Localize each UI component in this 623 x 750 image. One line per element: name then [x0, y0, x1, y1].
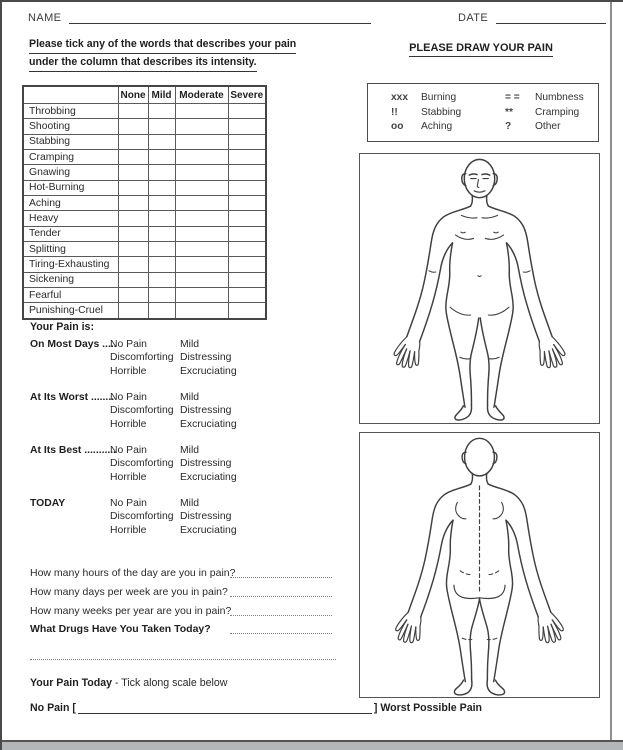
- descriptor-label: Hot-Burning: [23, 180, 118, 195]
- tick-cell-severe[interactable]: [228, 104, 266, 119]
- legend-symbol: oo: [391, 121, 404, 132]
- table-row: [23, 180, 266, 195]
- tick-cell-severe[interactable]: [228, 196, 266, 211]
- column-header-mild: Mild: [148, 86, 175, 104]
- page-bottom-strip: [2, 740, 623, 750]
- tick-cell-none[interactable]: [118, 196, 148, 211]
- descriptor-label: Shooting: [23, 119, 118, 134]
- descriptor-label: Heavy: [23, 211, 118, 226]
- pain-is-group: [30, 338, 330, 382]
- pain-is-group-label: At Its Worst ........: [30, 392, 115, 403]
- tick-cell-moderate[interactable]: [175, 226, 228, 241]
- instructions-text: [29, 36, 296, 72]
- pain-intensity-option[interactable]: Mild: [180, 445, 200, 456]
- question-text: How many days per week are you in pain?: [30, 586, 228, 598]
- pain-intensity-option[interactable]: No Pain: [110, 339, 147, 350]
- tick-cell-moderate[interactable]: [175, 257, 228, 272]
- tick-cell-none[interactable]: [118, 134, 148, 149]
- tick-cell-moderate[interactable]: [175, 288, 228, 303]
- pain-intensity-option[interactable]: Distressing: [180, 458, 232, 470]
- tick-cell-moderate[interactable]: [175, 242, 228, 257]
- tick-cell-none[interactable]: [118, 257, 148, 272]
- tick-cell-mild[interactable]: [148, 104, 175, 119]
- descriptor-label: Splitting: [23, 242, 118, 257]
- table-row: [23, 288, 266, 303]
- separator-dotted-line[interactable]: [30, 652, 336, 660]
- pain-is-options-col1: [110, 391, 174, 431]
- pain-intensity-option[interactable]: No Pain: [110, 445, 147, 456]
- tick-cell-mild[interactable]: [148, 272, 175, 287]
- tick-cell-moderate[interactable]: [175, 165, 228, 180]
- pain-scale: [30, 702, 482, 714]
- descriptor-label: Cramping: [23, 150, 118, 165]
- tick-cell-mild[interactable]: [148, 303, 175, 319]
- pain-intensity-option[interactable]: Excruciating: [180, 365, 237, 377]
- descriptor-label: Stabbing: [23, 134, 118, 149]
- table-row: [23, 257, 266, 272]
- column-header-none: None: [118, 86, 148, 104]
- tick-cell-severe[interactable]: [228, 242, 266, 257]
- back-body-figure-icon: [360, 433, 599, 697]
- pain-is-group: [30, 391, 330, 435]
- pain-intensity-option[interactable]: Distressing: [180, 511, 232, 523]
- question-row: [30, 605, 340, 619]
- tick-cell-none[interactable]: [118, 165, 148, 180]
- tick-cell-mild[interactable]: [148, 134, 175, 149]
- legend-label: Numbness: [535, 92, 584, 103]
- tick-cell-severe[interactable]: [228, 180, 266, 195]
- table-row: [23, 226, 266, 241]
- tick-cell-mild[interactable]: [148, 150, 175, 165]
- descriptor-label: Fearful: [23, 288, 118, 303]
- legend-symbol: = =: [505, 92, 520, 103]
- pain-intensity-option[interactable]: Excruciating: [180, 524, 237, 536]
- question-text: What Drugs Have You Taken Today?: [30, 623, 211, 635]
- tick-cell-moderate[interactable]: [175, 150, 228, 165]
- pain-intensity-option[interactable]: Distressing: [180, 352, 232, 364]
- tick-cell-severe[interactable]: [228, 119, 266, 134]
- question-row: [30, 586, 340, 600]
- tick-cell-severe[interactable]: [228, 211, 266, 226]
- tick-cell-mild[interactable]: [148, 196, 175, 211]
- legend-symbol: !!: [391, 106, 398, 118]
- tick-cell-severe[interactable]: [228, 150, 266, 165]
- tick-cell-none[interactable]: [118, 288, 148, 303]
- tick-cell-moderate[interactable]: [175, 211, 228, 226]
- answer-dotted-line[interactable]: [230, 589, 332, 597]
- pain-is-options-col1: [110, 497, 174, 537]
- pain-intensity-option[interactable]: Excruciating: [180, 471, 237, 483]
- pain-is-group-label: On Most Days .....: [30, 339, 117, 350]
- pain-is-group-label: At Its Best ...........: [30, 445, 117, 456]
- pain-intensity-option[interactable]: Discomforting: [110, 405, 174, 417]
- legend-label: Burning: [421, 92, 457, 103]
- table-row: [23, 303, 266, 319]
- date-input-line[interactable]: [496, 11, 606, 24]
- column-header-severe: Severe: [228, 86, 266, 104]
- pain-intensity-option[interactable]: Discomforting: [110, 511, 174, 523]
- pain-is-options-col2: [180, 338, 237, 378]
- tick-cell-severe[interactable]: [228, 134, 266, 149]
- front-body-figure-icon: [360, 154, 599, 423]
- pain-table-corner-cell: [23, 86, 118, 104]
- question-text: How many weeks per year are you in pain?: [30, 605, 232, 617]
- legend-label: Stabbing: [421, 106, 462, 118]
- instructions-line-2: under the column that describes its intensity.: [29, 54, 257, 72]
- pain-intensity-option[interactable]: Horrible: [110, 365, 147, 377]
- tick-cell-severe[interactable]: [228, 303, 266, 319]
- date-label: DATE: [458, 12, 489, 24]
- descriptor-label: Tender: [23, 226, 118, 241]
- tick-cell-mild[interactable]: [148, 211, 175, 226]
- legend-symbol: xxx: [391, 92, 408, 103]
- pain-is-group: [30, 444, 330, 488]
- pain-is-options-col2: [180, 391, 237, 431]
- pain-intensity-option[interactable]: Excruciating: [180, 418, 237, 430]
- descriptor-label: Aching: [23, 196, 118, 211]
- pain-intensity-option[interactable]: Mild: [180, 498, 200, 509]
- tick-cell-moderate[interactable]: [175, 104, 228, 119]
- tick-cell-none[interactable]: [118, 272, 148, 287]
- tick-cell-severe[interactable]: [228, 226, 266, 241]
- pain-today-subtext: - Tick along scale below: [112, 677, 228, 689]
- pain-is-group: [30, 497, 330, 541]
- pain-intensity-option[interactable]: Discomforting: [110, 352, 174, 364]
- pain-is-options-col2: [180, 444, 237, 484]
- legend-label: Aching: [421, 121, 453, 132]
- column-header-moderate: Moderate: [175, 86, 228, 104]
- tick-cell-none[interactable]: [118, 104, 148, 119]
- pain-is-options-col2: [180, 497, 237, 537]
- pain-descriptor-table: [22, 85, 267, 320]
- pain-is-options-col1: [110, 444, 174, 484]
- tick-cell-mild[interactable]: [148, 242, 175, 257]
- tick-cell-severe[interactable]: [228, 165, 266, 180]
- table-row: [23, 242, 266, 257]
- tick-cell-mild[interactable]: [148, 165, 175, 180]
- pain-intensity-option[interactable]: Discomforting: [110, 458, 174, 470]
- pain-intensity-option[interactable]: Distressing: [180, 405, 232, 417]
- tick-cell-none[interactable]: [118, 211, 148, 226]
- table-row: [23, 104, 266, 119]
- pain-symbol-legend: [367, 83, 599, 142]
- pain-is-heading: Your Pain is:: [30, 321, 94, 333]
- question-text: How many hours of the day are you in pain?: [30, 567, 236, 579]
- legend-label: Cramping: [535, 106, 580, 118]
- answer-dotted-line[interactable]: [230, 570, 332, 578]
- table-row: [23, 272, 266, 287]
- pain-table-body: [23, 104, 266, 319]
- tick-cell-moderate[interactable]: [175, 134, 228, 149]
- scale-tick-line[interactable]: [78, 704, 372, 714]
- tick-cell-none[interactable]: [118, 303, 148, 319]
- tick-cell-none[interactable]: [118, 226, 148, 241]
- descriptor-label: Sickening: [23, 272, 118, 287]
- tick-cell-moderate[interactable]: [175, 180, 228, 195]
- page-edge-line: [610, 2, 612, 740]
- table-row: [23, 150, 266, 165]
- tick-cell-mild[interactable]: [148, 226, 175, 241]
- body-diagram-front[interactable]: [359, 153, 600, 424]
- tick-cell-moderate[interactable]: [175, 303, 228, 319]
- legend-symbol: ?: [505, 121, 512, 132]
- tick-cell-mild[interactable]: [148, 257, 175, 272]
- pain-table-head: [23, 86, 266, 104]
- tick-cell-none[interactable]: [118, 150, 148, 165]
- tick-cell-severe[interactable]: [228, 257, 266, 272]
- date-field-row: [458, 11, 606, 24]
- body-diagram-back[interactable]: [359, 432, 600, 698]
- instructions-line-1: Please tick any of the words that describes your pain: [29, 36, 296, 54]
- pain-table-header-row: [23, 86, 266, 104]
- draw-pain-heading: [362, 42, 600, 57]
- pain-intensity-option[interactable]: Mild: [180, 392, 200, 403]
- table-row: [23, 134, 266, 149]
- tick-cell-none[interactable]: [118, 180, 148, 195]
- name-field-row: [28, 11, 371, 24]
- name-input-line[interactable]: [69, 11, 371, 24]
- tick-cell-mild[interactable]: [148, 288, 175, 303]
- pain-today-label: Your Pain Today: [30, 677, 113, 689]
- tick-cell-severe[interactable]: [228, 272, 266, 287]
- legend-symbol: **: [505, 106, 513, 118]
- pain-today-heading: [30, 677, 227, 689]
- tick-cell-moderate[interactable]: [175, 272, 228, 287]
- table-row: [23, 165, 266, 180]
- table-row: [23, 119, 266, 134]
- tick-cell-moderate[interactable]: [175, 196, 228, 211]
- tick-cell-mild[interactable]: [148, 119, 175, 134]
- table-row: [23, 196, 266, 211]
- tick-cell-moderate[interactable]: [175, 119, 228, 134]
- descriptor-label: Tiring-Exhausting: [23, 257, 118, 272]
- answer-dotted-line[interactable]: [230, 626, 332, 634]
- scale-right-label: ] Worst Possible Pain: [373, 702, 482, 714]
- tick-cell-none[interactable]: [118, 119, 148, 134]
- pain-intensity-option[interactable]: Horrible: [110, 471, 147, 483]
- question-row: [30, 567, 340, 581]
- pain-intensity-option[interactable]: Horrible: [110, 418, 147, 430]
- pain-intensity-option[interactable]: No Pain: [110, 392, 147, 403]
- pain-is-options-col1: [110, 338, 174, 378]
- pain-intensity-option[interactable]: Horrible: [110, 524, 147, 536]
- answer-dotted-line[interactable]: [230, 608, 332, 616]
- legend-label: Other: [535, 121, 561, 132]
- tick-cell-none[interactable]: [118, 242, 148, 257]
- descriptor-label: Punishing-Cruel: [23, 303, 118, 319]
- tick-cell-mild[interactable]: [148, 180, 175, 195]
- descriptor-label: Throbbing: [23, 104, 118, 119]
- table-row: [23, 211, 266, 226]
- draw-pain-heading-text: PLEASE DRAW YOUR PAIN: [409, 42, 553, 57]
- tick-cell-severe[interactable]: [228, 288, 266, 303]
- pain-intensity-option[interactable]: No Pain: [110, 498, 147, 509]
- question-row: [30, 623, 340, 637]
- pain-intensity-option[interactable]: Mild: [180, 339, 200, 350]
- name-label: NAME: [28, 12, 62, 24]
- pain-is-group-label: TODAY: [30, 498, 66, 509]
- scale-left-label: No Pain [: [30, 702, 76, 714]
- descriptor-label: Gnawing: [23, 165, 118, 180]
